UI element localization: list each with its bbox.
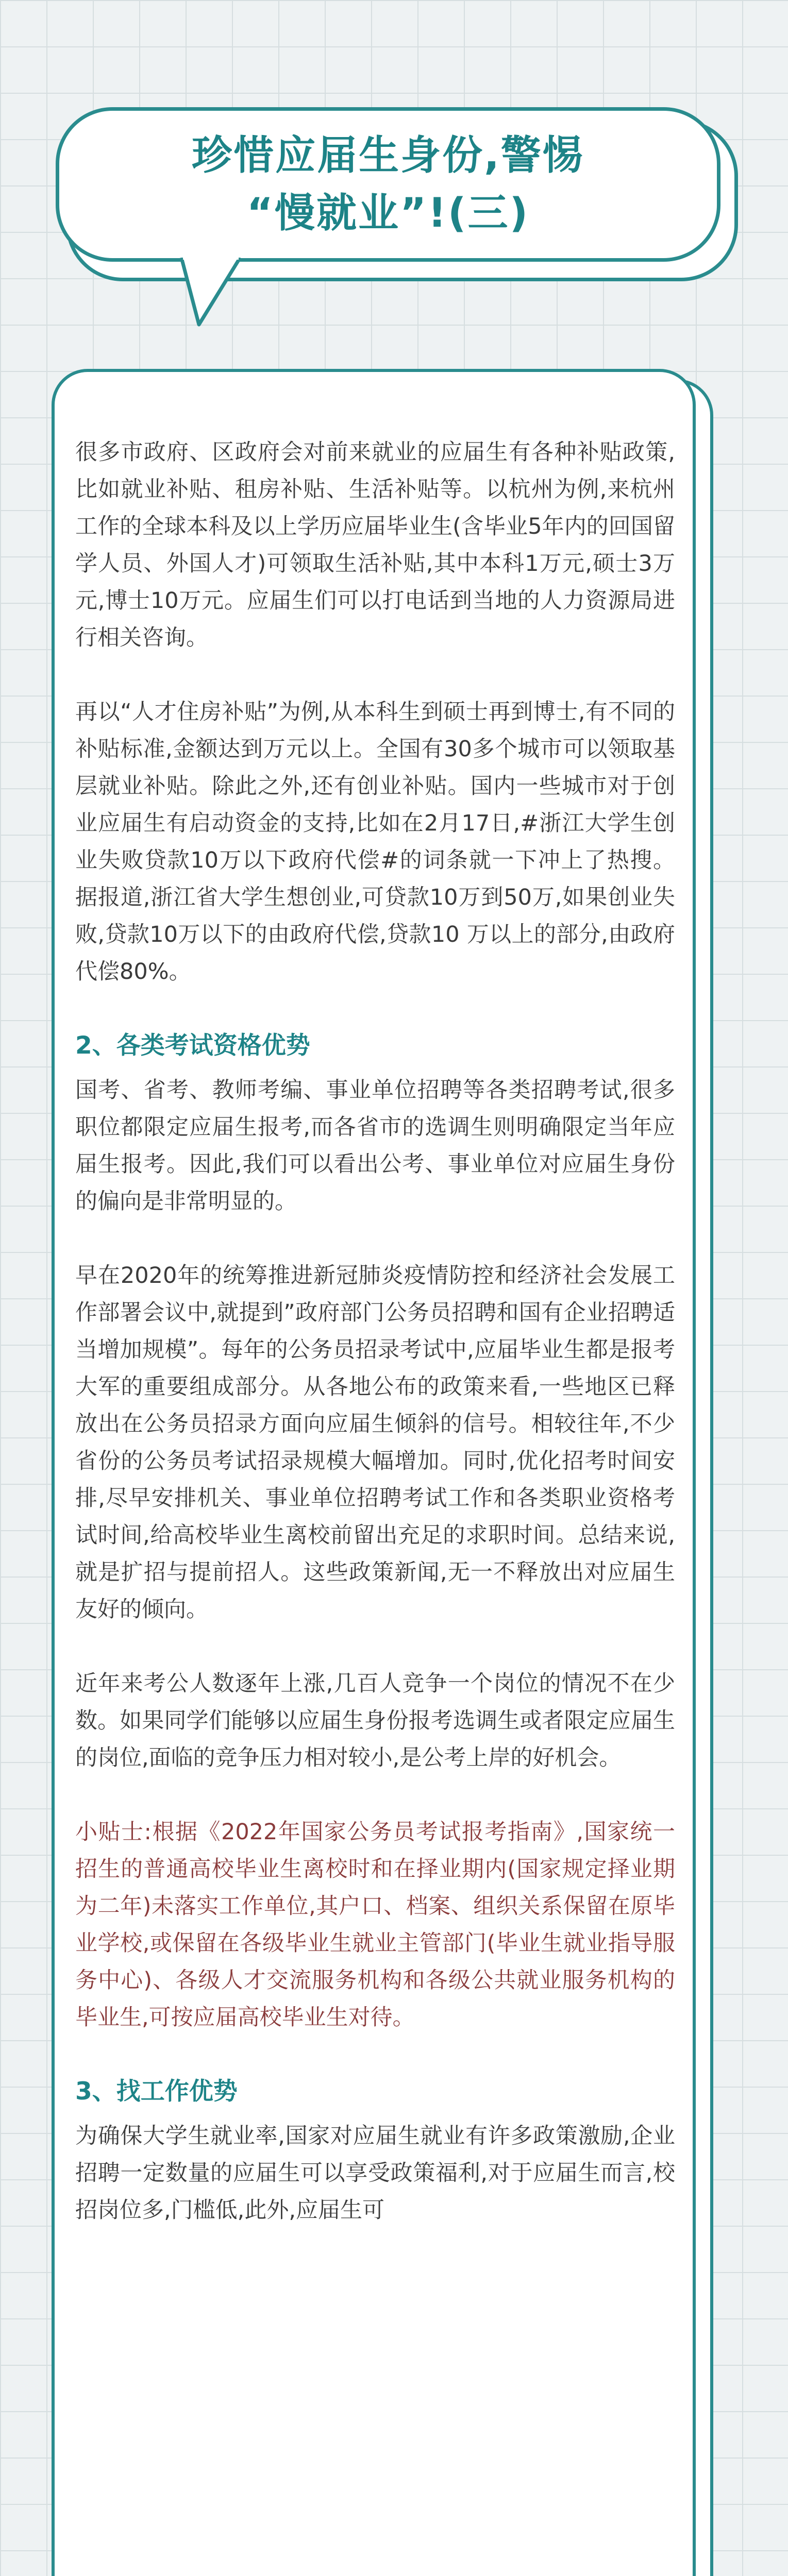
article-body [75,434,675,2229]
page-title-line-2: “慢就业”!(三) [246,190,530,236]
paragraph-housing-subsidy: 再以“人才住房补贴”为例,从本科生到硕士再到博士,有不同的补贴标准,金额达到万元以上。全国有30多个城市可以领取基层就业补贴。除此之外,还有创业补贴。国内一些城市对于创业应届生有启动资金的支持,比如在2月17日,#浙江大学生创业失败贷款10万以下政府代偿#的词条就一下冲上了热搜。据报道,浙江省大学生想创业,可贷款10万到50万,如果创业失败,贷款10万以下的由政府代偿,贷款10 万以上的部分,由政府代偿80%。 [75,699,675,985]
section-heading-exam-advantage: 2、各类考试资格优势 [75,1031,310,1060]
tip-note: 小贴士:根据《2022年国家公务员考试报考指南》,国家统一招生的普通高校毕业生离校时和在择业期内(国家规定择业期为二年)未落实工作单位,其户口、档案、组织关系保留在原毕业学校,或保留在各级毕业生就业主管部门(毕业生就业指导服务中心)、各级人才交流服务机构和各级公共就业服务机构的毕业生,可按应届高校毕业生对待。 [75,1819,675,2030]
title-bubble [56,107,720,262]
paragraph-competition: 近年来考公人数逐年上涨,几百人竞争一个岗位的情况不在少数。如果同学们能够以应届生身份报考选调生或者限定应届生的岗位,面临的竞争压力相对较小,是公考上岸的好机会。 [75,1671,675,1771]
paragraph-exam-restrictions: 国考、省考、教师考编、事业单位招聘等各类招聘考试,很多职位都限定应届生报考,而各省市的选调生则明确限定当年应届生报考。因此,我们可以看出公考、事业单位对应届生身份的偏向是非常明显的。 [75,1077,675,1214]
paragraph-job-policy: 为确保大学生就业率,国家对应届生就业有许多政策激励,企业招聘一定数量的应届生可以享受政策福利,对于应届生而言,校招岗位多,门槛低,此外,应届生可 [75,2123,675,2223]
section-heading-job-advantage: 3、找工作优势 [75,2077,238,2106]
paragraph-2020-policy: 早在2020年的统筹推进新冠肺炎疫情防控和经济社会发展工作部署会议中,就提到”政府部门公务员招聘和国有企业招聘适当增加规模”。每年的公务员招录考试中,应届毕业生都是报考大军的重要组成部分。从各地公布的政策来看,一些地区已释放出在公务员招录方面向应届生倾斜的信号。相较往年,不少省份的公务员考试招录规模大幅增加。同时,优化招考时间安排,尽早安排机关、事业单位招聘考试工作和各类职业资格考试时间,给高校毕业生离校前留出充足的求职时间。总结来说,就是扩招与提前招人。这些政策新闻,无一不释放出对应届生友好的倾向。 [75,1263,675,1622]
content-card [52,369,696,2576]
paragraph-subsidies: 很多市政府、区政府会对前来就业的应届生有各种补贴政策,比如就业补贴、租房补贴、生活补贴等。以杭州为例,来杭州工作的全球本科及以上学历应届毕业生(含毕业5年内的回国留学人员、外国人才)可领取生活补贴,其中本科1万元,硕士3万元,博士10万元。应届生们可以打电话到当地的人力资源局进行相关咨询。 [75,439,675,651]
page-title-line-1: 珍惜应届生身份,警惕 [192,132,584,179]
